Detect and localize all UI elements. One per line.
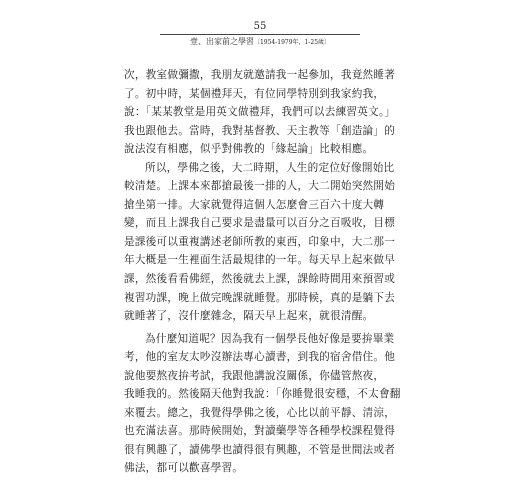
text-line: 課，然後看看佛經，然後就去上課，課餘時間用來預習或 xyxy=(124,273,396,286)
paragraph xyxy=(124,159,404,326)
text-line: 次，教室做彌撒，我朋友就邀請我一起參加，我竟然睡著 xyxy=(124,69,396,81)
paragraph xyxy=(124,66,404,159)
text-line: 了。初中時，某個禮拜天，有位同學特別到我家約我， xyxy=(124,87,385,100)
paragraph xyxy=(124,330,404,478)
text-line: 我睡我的。然後隔天他對我說：「你睡覺很安穩，不太會翻 xyxy=(124,388,401,401)
text-line: 變，而且上課我自己要求是盡量可以百分之百吸收，目標 xyxy=(124,217,396,230)
text-line: 說：「某某教堂是用英文做禮拜，我們可以去練習英文。」 xyxy=(124,106,396,119)
text-line: 來覆去。總之，我覺得學佛之後，心比以前平靜、清涼， xyxy=(124,406,396,419)
text-line: 說法沒有相應，似乎對佛教的「緣起論」比較相應。 xyxy=(124,143,374,156)
text-line: 為什麼知道呢？因為我有一個學長他好像是要拚畢業 xyxy=(145,332,395,345)
text-line: 也充滿法喜。那時候開始，對讀藥學等各種學校課程覺得 xyxy=(124,425,396,438)
text-line: 複習功課，晚上做完晚課就睡覺。那時候，真的是躺下去 xyxy=(124,291,396,304)
text-line: 所以，學佛之後，大二時期，人生的定位好像開始比 xyxy=(145,161,395,174)
body-text xyxy=(124,66,404,478)
text-line: 很有興趣了，讀佛學也讀得很有興趣，不管是世間法或者 xyxy=(124,443,396,456)
text-line: 年大概是一生裡面生活最規律的一年。每天早上起來做早 xyxy=(124,254,396,267)
running-header xyxy=(160,21,360,48)
text-line: 我也跟他去。當時，我對基督教、天主教等「創造論」的 xyxy=(124,124,396,137)
text-line: 考，他的室友太吵沒辦法專心讀書，到我的宿舍借住。他 xyxy=(124,351,396,364)
text-line: 較清楚。上課本來都搶最後一排的人，大二開始突然開始 xyxy=(124,180,396,193)
chapter-date-range: 〔1954-1979年，1-25歲〕 xyxy=(253,39,331,46)
text-line: 是課後可以重複講述老師所教的東西，印象中，大二那一 xyxy=(124,235,396,248)
text-line: 佛法，都可以歡喜學習。 xyxy=(124,462,244,475)
chapter-title-line xyxy=(160,34,360,48)
text-line: 搶坐第一排。大家就覺得這個人怎麼會三百六十度大轉 xyxy=(124,198,385,211)
chapter-title: 壹、出家前之學習 xyxy=(189,37,254,46)
page-number: 55 xyxy=(253,21,267,32)
text-line: 說他要熬夜拚考試，我跟他講說沒關係，你儘管熬夜， xyxy=(124,369,385,382)
text-line: 就睡著了，沒什麼雜念，隔天早上起來，就很清醒。 xyxy=(124,310,374,323)
